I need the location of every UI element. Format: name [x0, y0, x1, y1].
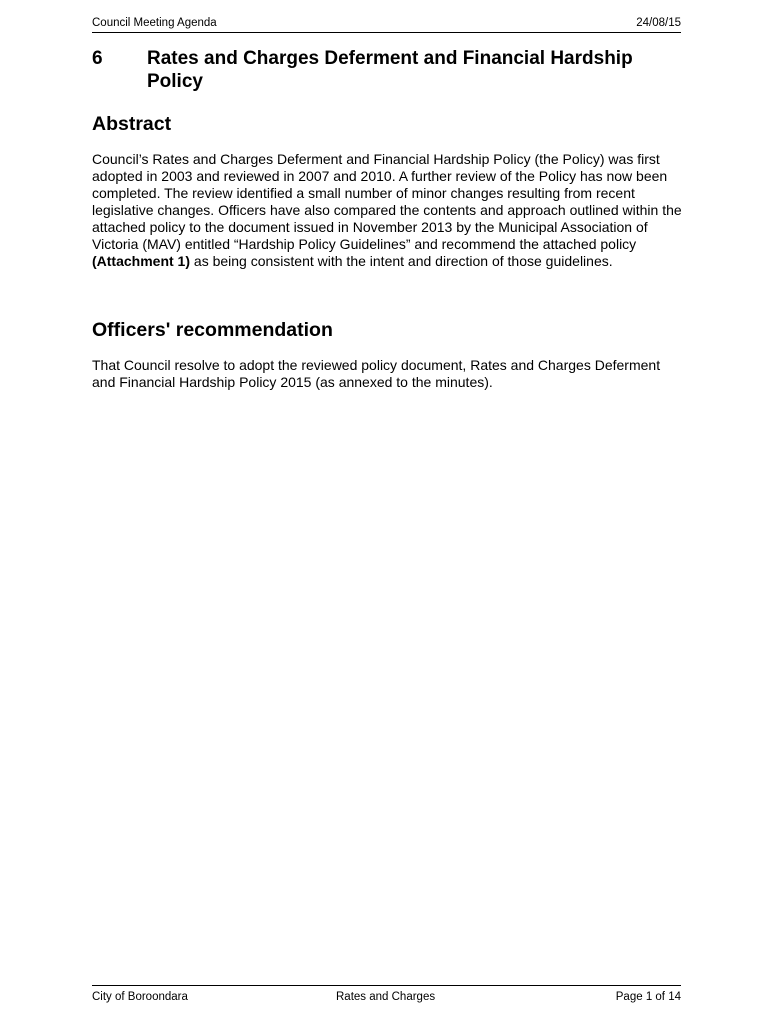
- abstract-text-end: as being consistent with the intent and direction of those guidelines.: [190, 253, 613, 269]
- footer-council-name: City of Boroondara: [92, 991, 188, 1003]
- abstract-heading: Abstract: [92, 113, 172, 135]
- attachment-reference: (Attachment 1): [92, 253, 191, 269]
- header-date: 24/08/15: [636, 17, 681, 29]
- header-agenda-title: Council Meeting Agenda: [92, 17, 217, 29]
- footer-section-name: Rates and Charges: [336, 991, 436, 1003]
- agenda-item-number: 6: [92, 48, 103, 69]
- page-header: [92, 14, 681, 33]
- agenda-item-heading: Rates and Charges Deferment and Financial Hardship Policy: [147, 48, 633, 92]
- page-footer: [92, 985, 681, 1006]
- recommendation-heading: Officers' recommendation: [92, 319, 333, 341]
- footer-page-number: Page 1 of 14: [615, 991, 681, 1003]
- abstract-paragraph: [92, 151, 682, 270]
- recommendation-paragraph: That Council resolve to adopt the reviewed policy document, Rates and Charges Deferment and Financial Hardship Policy 2015 (as annexed to the minutes).: [92, 357, 661, 390]
- abstract-text: Council’s Rates and Charges Deferment and Financial Hardship Policy (the Policy) was first adopted in 2003 and reviewed in 2007 and 2010. A further review of the Policy has now been completed. The review identified a small number of minor changes resulting from recent legislative changes. Officers have also compared the contents and approach outlined within the attached policy to the document issued in November 2013 by the Municipal Association of Victoria (MAV) entitled “Hardship Policy Guidelines” and recommend the attached policy: [92, 151, 682, 252]
